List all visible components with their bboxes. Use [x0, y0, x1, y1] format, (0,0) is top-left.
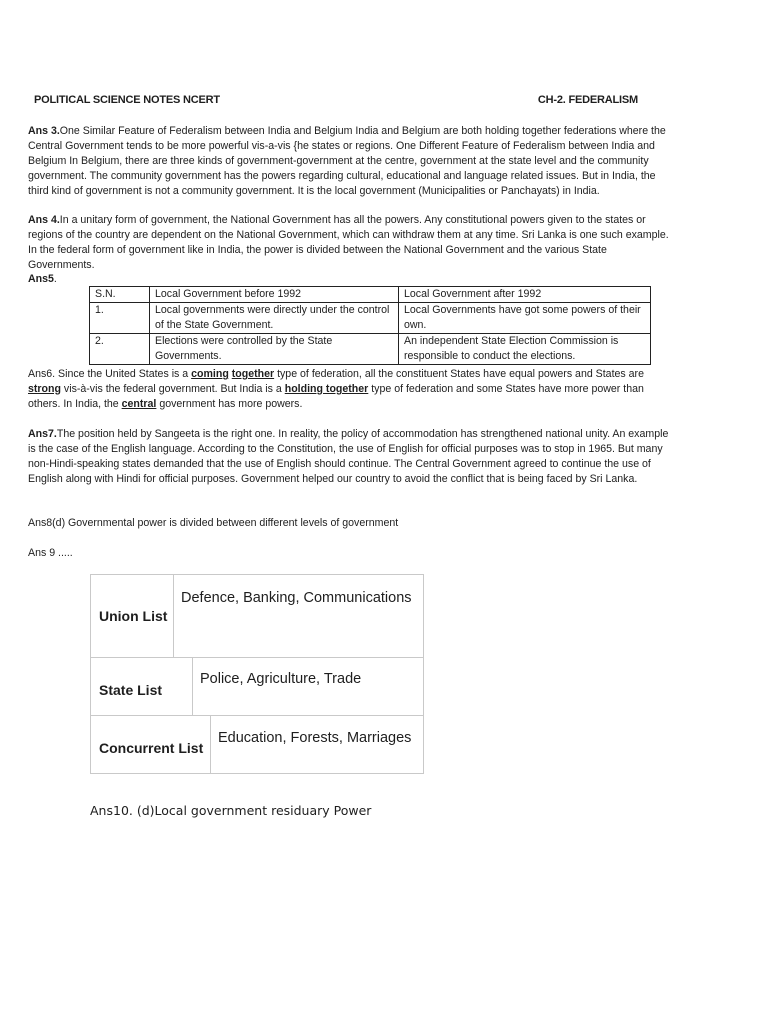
- list-items: Education, Forests, Marriages: [218, 730, 412, 746]
- table-cell: An independent State Election Commission is responsible to conduct the elections.: [399, 333, 651, 364]
- table-header-cell: Local Government before 1992: [150, 287, 399, 303]
- answer-8: Ans8(d) Governmental power is divided between different levels of government: [28, 517, 399, 529]
- list-name: Concurrent List: [91, 716, 211, 773]
- answer-5-period: .: [53, 273, 57, 285]
- table-cell: Local Governments have got some powers of their own.: [399, 302, 651, 333]
- answer-3-text: One Similar Feature of Federalism between India and Belgium India and Belgium are both holding together federations where the Central Government tends to be more powerful vis-a-vis {he states or regions. One Different Feature of Federalism between India and Belgium In Belgium, there are three kinds of government-government at the centre, government at the state level and the community government. The community government has the powers regarding cultural, educational and language related issues. But in India, the third kind of government is not a community government. It is the local government (Municipalities or Panchayats) in India.: [28, 125, 666, 197]
- answer-10: Ans10. (d)Local government residuary Power: [90, 803, 372, 818]
- answer-3-label: Ans 3.: [28, 125, 60, 137]
- table-header-cell: S.N.: [90, 287, 150, 303]
- answer-6-text: Ans6. Since the United States is a: [28, 368, 192, 380]
- subject-title: POLITICAL SCIENCE NOTES NCERT: [34, 94, 220, 106]
- list-row: [91, 658, 424, 716]
- answer-6-text: government has more powers.: [156, 397, 303, 410]
- answer-6-emphasis: coming: [191, 368, 229, 380]
- answer-9: Ans 9 .....: [28, 547, 73, 559]
- table-row: [90, 333, 651, 364]
- table-row: [90, 302, 651, 333]
- chapter-title: CH-2. FEDERALISM: [537, 94, 638, 106]
- answer-6: [28, 367, 676, 412]
- list-name: Union List: [91, 575, 174, 657]
- table-cell: 1.: [90, 302, 150, 333]
- table-cell: 2.: [90, 333, 150, 364]
- answer-3: [28, 124, 676, 199]
- list-items: Police, Agriculture, Trade: [200, 671, 362, 687]
- answer-7-label: Ans7.: [28, 428, 57, 440]
- lists-table: [90, 574, 424, 774]
- answer-7-text: The position held by Sangeeta is the right one. In reality, the policy of accommodation has strengthened national unity. An example is the case of the English language. According to the Constitution, the use of English for official purposes was to stop in 1965. But many non-Hindi-speaking states demanded that the use of English should continue. The Central Government agreed to continue the use of English along with Hindi for official purposes. Government helped our country to avoid the conflict that is being faced by Sri Lanka.: [28, 428, 669, 485]
- answer-4-text: In a unitary form of government, the National Government has all the powers. Any constitutional powers given to the states or regions of the country are dependent on the National Government, which can withdraw them at any time. Sri Lanka is one such example. In the federal form of government like in India, the power is divided between the National Government and the various State Governments.: [28, 214, 669, 271]
- answer-6-text: type of federation, all the constituent States have equal powers and States are: [274, 368, 644, 380]
- answer-4-label: Ans 4.: [28, 214, 60, 226]
- answer-5-label: Ans5: [28, 273, 54, 285]
- table-cell: Elections were controlled by the State Governments.: [150, 333, 399, 364]
- answer-6-emphasis: together: [231, 368, 275, 380]
- answer-4: [28, 213, 676, 273]
- local-government-table: [89, 286, 651, 365]
- answer-6-emphasis: strong: [28, 382, 61, 395]
- table-header-row: [90, 287, 651, 303]
- table-cell: Local governments were directly under the control of the State Government.: [150, 302, 399, 333]
- list-row: [91, 575, 424, 659]
- list-name: State List: [91, 658, 193, 715]
- page-header: [34, 94, 638, 110]
- answer-6-emphasis: holding together: [284, 382, 369, 395]
- list-row: [91, 716, 424, 774]
- answer-5: [28, 272, 676, 287]
- answer-6-text: type of federation and some States have more power than others. In India, the: [28, 382, 644, 410]
- answer-6-text: vis-à-vis the federal government. But India is a: [60, 382, 285, 395]
- answer-7: [28, 427, 676, 487]
- list-items: Defence, Banking, Communications: [181, 590, 412, 606]
- table-header-cell: Local Government after 1992: [399, 287, 651, 303]
- answer-6-emphasis: central: [121, 397, 157, 410]
